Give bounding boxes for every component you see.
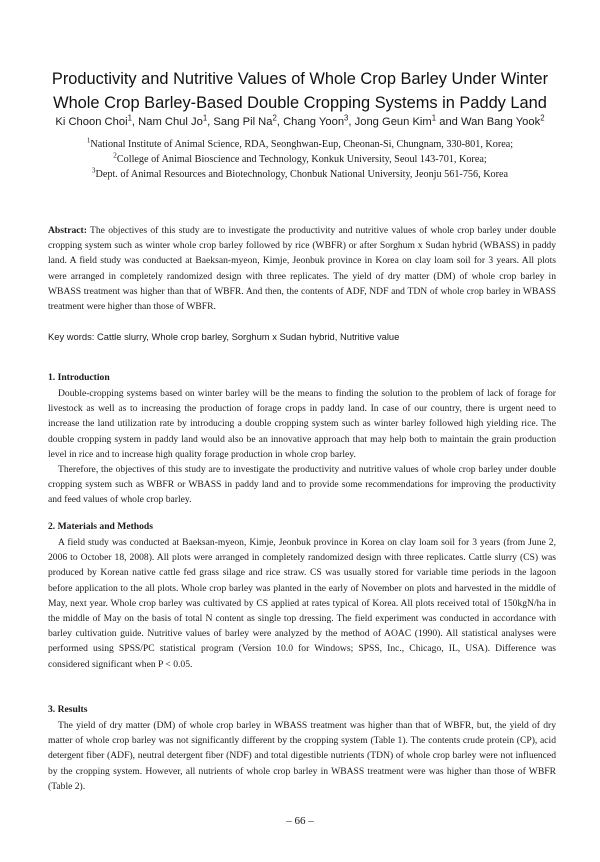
keywords: Key words: Cattle slurry, Whole crop barley, Sorghum x Sudan hybrid, Nutritive value <box>48 331 400 342</box>
author-affil-mark: 1 <box>127 113 132 123</box>
author-affil-mark: 2 <box>540 113 545 123</box>
author-affil-mark: 3 <box>344 113 349 123</box>
paragraph: Therefore, the objectives of this study are to investigate the productivity and nutritive values of whole crop barley under double cropping system such as WBFR or WBASS in paddy land and to provide some recommendations for improving the productivity and feed values of whole crop barley. <box>48 464 556 506</box>
author: Chang Yoon <box>283 116 345 128</box>
author: Nam Chul Jo <box>138 116 203 128</box>
section-title-methods: 2. Materials and Methods <box>48 521 153 532</box>
author: Sang Pil Na <box>213 116 273 128</box>
affil-text: National Institute of Animal Science, RDA, Seonghwan-Eup, Cheonan-Si, Chungnam, 330-801, Korea; <box>90 139 514 150</box>
methods-body <box>48 535 556 672</box>
affiliation-list <box>10 137 590 182</box>
affil-text: College of Animal Bioscience and Technology, Konkuk University, Seoul 143-701, Korea; <box>116 154 487 165</box>
paper-title <box>20 67 580 115</box>
introduction-body <box>48 386 556 508</box>
author-affil-mark: 1 <box>431 113 437 123</box>
abstract-text: The objectives of this study are to investigate the productivity and nutritive values of whole crop barley under double cropping system such as winter whole crop barley followed by rice (WBFR) or after Sorghum x Sudan hybrid (WBASS) in paddy land. A field study was conducted at Baeksan-myeon, Kimje, Jeonbuk province in Korea on clay loam soil for 3 years. All plots were arranged in completely randomized design with three replicates. The yield of dry matter (DM) of whole crop barley in WBASS treatment was higher than that of WBFR. And then, the contents of ADF, NDF and TDN of whole crop barley in WBASS treatment were higher than those of WBFR. <box>48 225 556 313</box>
abstract-label: Abstract: <box>48 225 87 236</box>
author-affil-mark: 2 <box>272 113 277 123</box>
affiliation <box>10 152 590 167</box>
author-affil-mark: 1 <box>202 113 208 123</box>
affil-mark: 3 <box>91 166 96 175</box>
paragraph: A field study was conducted at Baeksan-myeon, Kimje, Jeonbuk province in Korea on clay loam soil for 3 years (from June 2, 2006 to October 18, 2008). All plots were arranged in completely randomized design with three replicates. Cattle slurry (CS) was produced by Korean native cattle fed grass silage and rice straw. CS was usually stored for variable time periods in the lagoon before application to the all plots. Whole crop barley was planted in the early of November on plots and harvested in the middle of May, next year. Whole crop barley was cultivated by CS applied at rates typical of Korea. All plots received total of 150kgN/ha in the middle of May on the basis of total N content as single top dressing. The field experiment was conducted in accordance with barley cultivation guide. Nutritive values of barley were analyzed by the method of AOAC (1990). All statistical analyses were performed using SPSS/PC statistical program (Version 10.0 for Windows; SPSS, Inc., Chicago, IL, USA). Difference was considered significant when P < 0.05. <box>48 537 556 670</box>
affil-mark: 2 <box>113 151 117 160</box>
affil-mark: 1 <box>86 136 91 145</box>
section-title-introduction: 1. Introduction <box>48 372 110 383</box>
affil-text: Dept. of Animal Resources and Biotechnology, Chonbuk National University, Jeonju 561-756, Korea <box>95 169 509 180</box>
affiliation <box>10 167 590 182</box>
affiliation <box>10 137 590 152</box>
abstract <box>48 223 556 314</box>
paragraph: The yield of dry matter (DM) of whole crop barley in WBASS treatment was higher than that of WBFR, but, the yield of dry matter of whole crop barley was not significantly different by the cropping system (Table 1). The contents crude protein (CP), acid detergent fiber (ADF), neutral detergent fiber (NDF) and total digestible nutrients (TDN) of whole crop barley were not influenced by the cropping system. However, all nutrients of whole crop barley in WBASS treatment were was higher than those of WBFR (Table 2). <box>48 720 556 792</box>
title-line-2: Whole Crop Barley-Based Double Cropping Systems in Paddy Land <box>53 94 547 112</box>
paragraph: Double-cropping systems based on winter barley will be the means to finding the solution to the problem of lack of forage for livestock as well as to increasing the production of forage crops in paddy land. In case of our country, there is urgent need to increase the land utilization rate by introducing a double cropping system such as winter barley followed high yielding rice. The double cropping system in paddy land would also be an innovative approach that may help both to maintain the grain production level in rice and to increase high quality forage production in whole crop barley. <box>48 388 556 460</box>
author: Ki Choon Choi <box>55 116 128 128</box>
section-title-results: 3. Results <box>48 704 88 715</box>
page-number: – 66 – <box>286 815 314 827</box>
author: Jong Geun Kim <box>354 116 432 128</box>
author: Wan Bang Yook <box>461 116 541 128</box>
title-line-1: Productivity and Nutritive Values of Whole Crop Barley Under Winter <box>51 70 549 88</box>
author-list: Ki Choon Choi$^1$, Nam Chul Jo$^1$, Sang Pil Na$^2$, Chang Yoon$^3$, Jong Geun Kim$^1$ and Wan Bang Yook$^2$ <box>55 113 545 128</box>
results-body <box>48 718 556 794</box>
